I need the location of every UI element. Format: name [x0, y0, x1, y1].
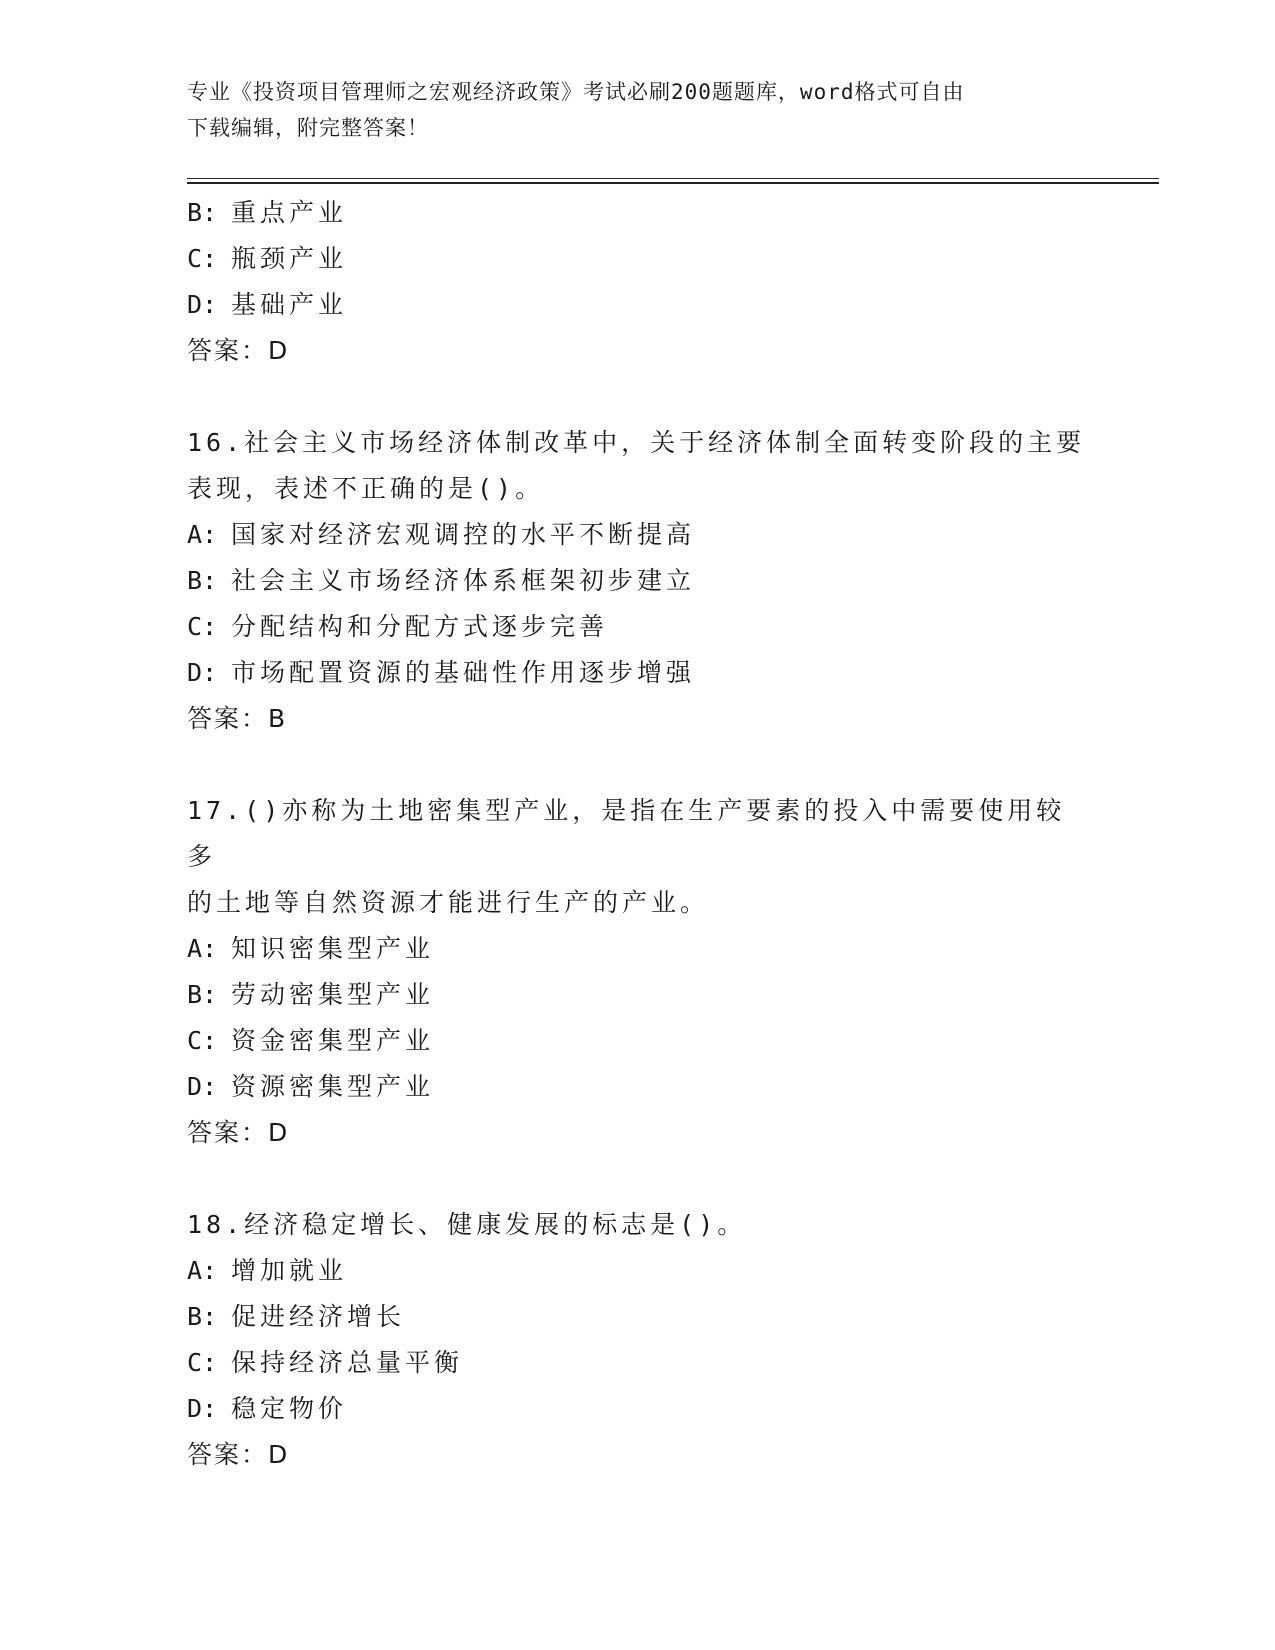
header-line-2: 下载编辑，附完整答案！ — [187, 116, 429, 140]
question-content — [187, 190, 1087, 1478]
document-header — [187, 74, 1087, 146]
question-16-answer: 答案：B — [187, 704, 288, 733]
question-17-option-c: C: 资金密集型产业 — [187, 1026, 435, 1055]
header-divider-thin — [187, 178, 1159, 179]
question-16-option-b: B: 社会主义市场经济体系框架初步建立 — [187, 566, 696, 595]
question-17-answer: 答案：D — [187, 1118, 290, 1147]
question-17-option-a: A: 知识密集型产业 — [187, 934, 435, 963]
question-18-option-d: D: 稳定物价 — [187, 1394, 348, 1423]
question-18-option-b: B: 促进经济增长 — [187, 1302, 406, 1331]
question-18-answer: 答案：D — [187, 1440, 290, 1469]
option-c: C: 瓶颈产业 — [187, 244, 348, 273]
question-18-stem: 18.经济稳定增长、健康发展的标志是()。 — [187, 1210, 747, 1239]
question-16-stem: 16.社会主义市场经济体制改革中，关于经济体制全面转变阶段的主要 表现，表述不正确的是()。 — [187, 428, 1086, 503]
question-16-option-d: D: 市场配置资源的基础性作用逐步增强 — [187, 658, 696, 687]
question-17-stem: 17.()亦称为土地密集型产业，是指在生产要素的投入中需要使用较多 的土地等自然资源才能进行生产的产业。 — [187, 796, 1066, 917]
question-17-option-b: B: 劳动密集型产业 — [187, 980, 435, 1009]
question-16-option-a: A: 国家对经济宏观调控的水平不断提高 — [187, 520, 696, 549]
header-divider-thick — [187, 182, 1159, 184]
question-17-option-d: D: 资源密集型产业 — [187, 1072, 435, 1101]
option-d: D: 基础产业 — [187, 290, 348, 319]
option-b: B: 重点产业 — [187, 198, 348, 227]
question-18-option-a: A: 增加就业 — [187, 1256, 348, 1285]
question-16-option-c: C: 分配结构和分配方式逐步完善 — [187, 612, 609, 641]
question-18-option-c: C: 保持经济总量平衡 — [187, 1348, 464, 1377]
answer-line: 答案：D — [187, 336, 290, 365]
header-line-1: 专业《投资项目管理师之宏观经济政策》考试必刷200题题库，word格式可自由 — [187, 80, 965, 104]
